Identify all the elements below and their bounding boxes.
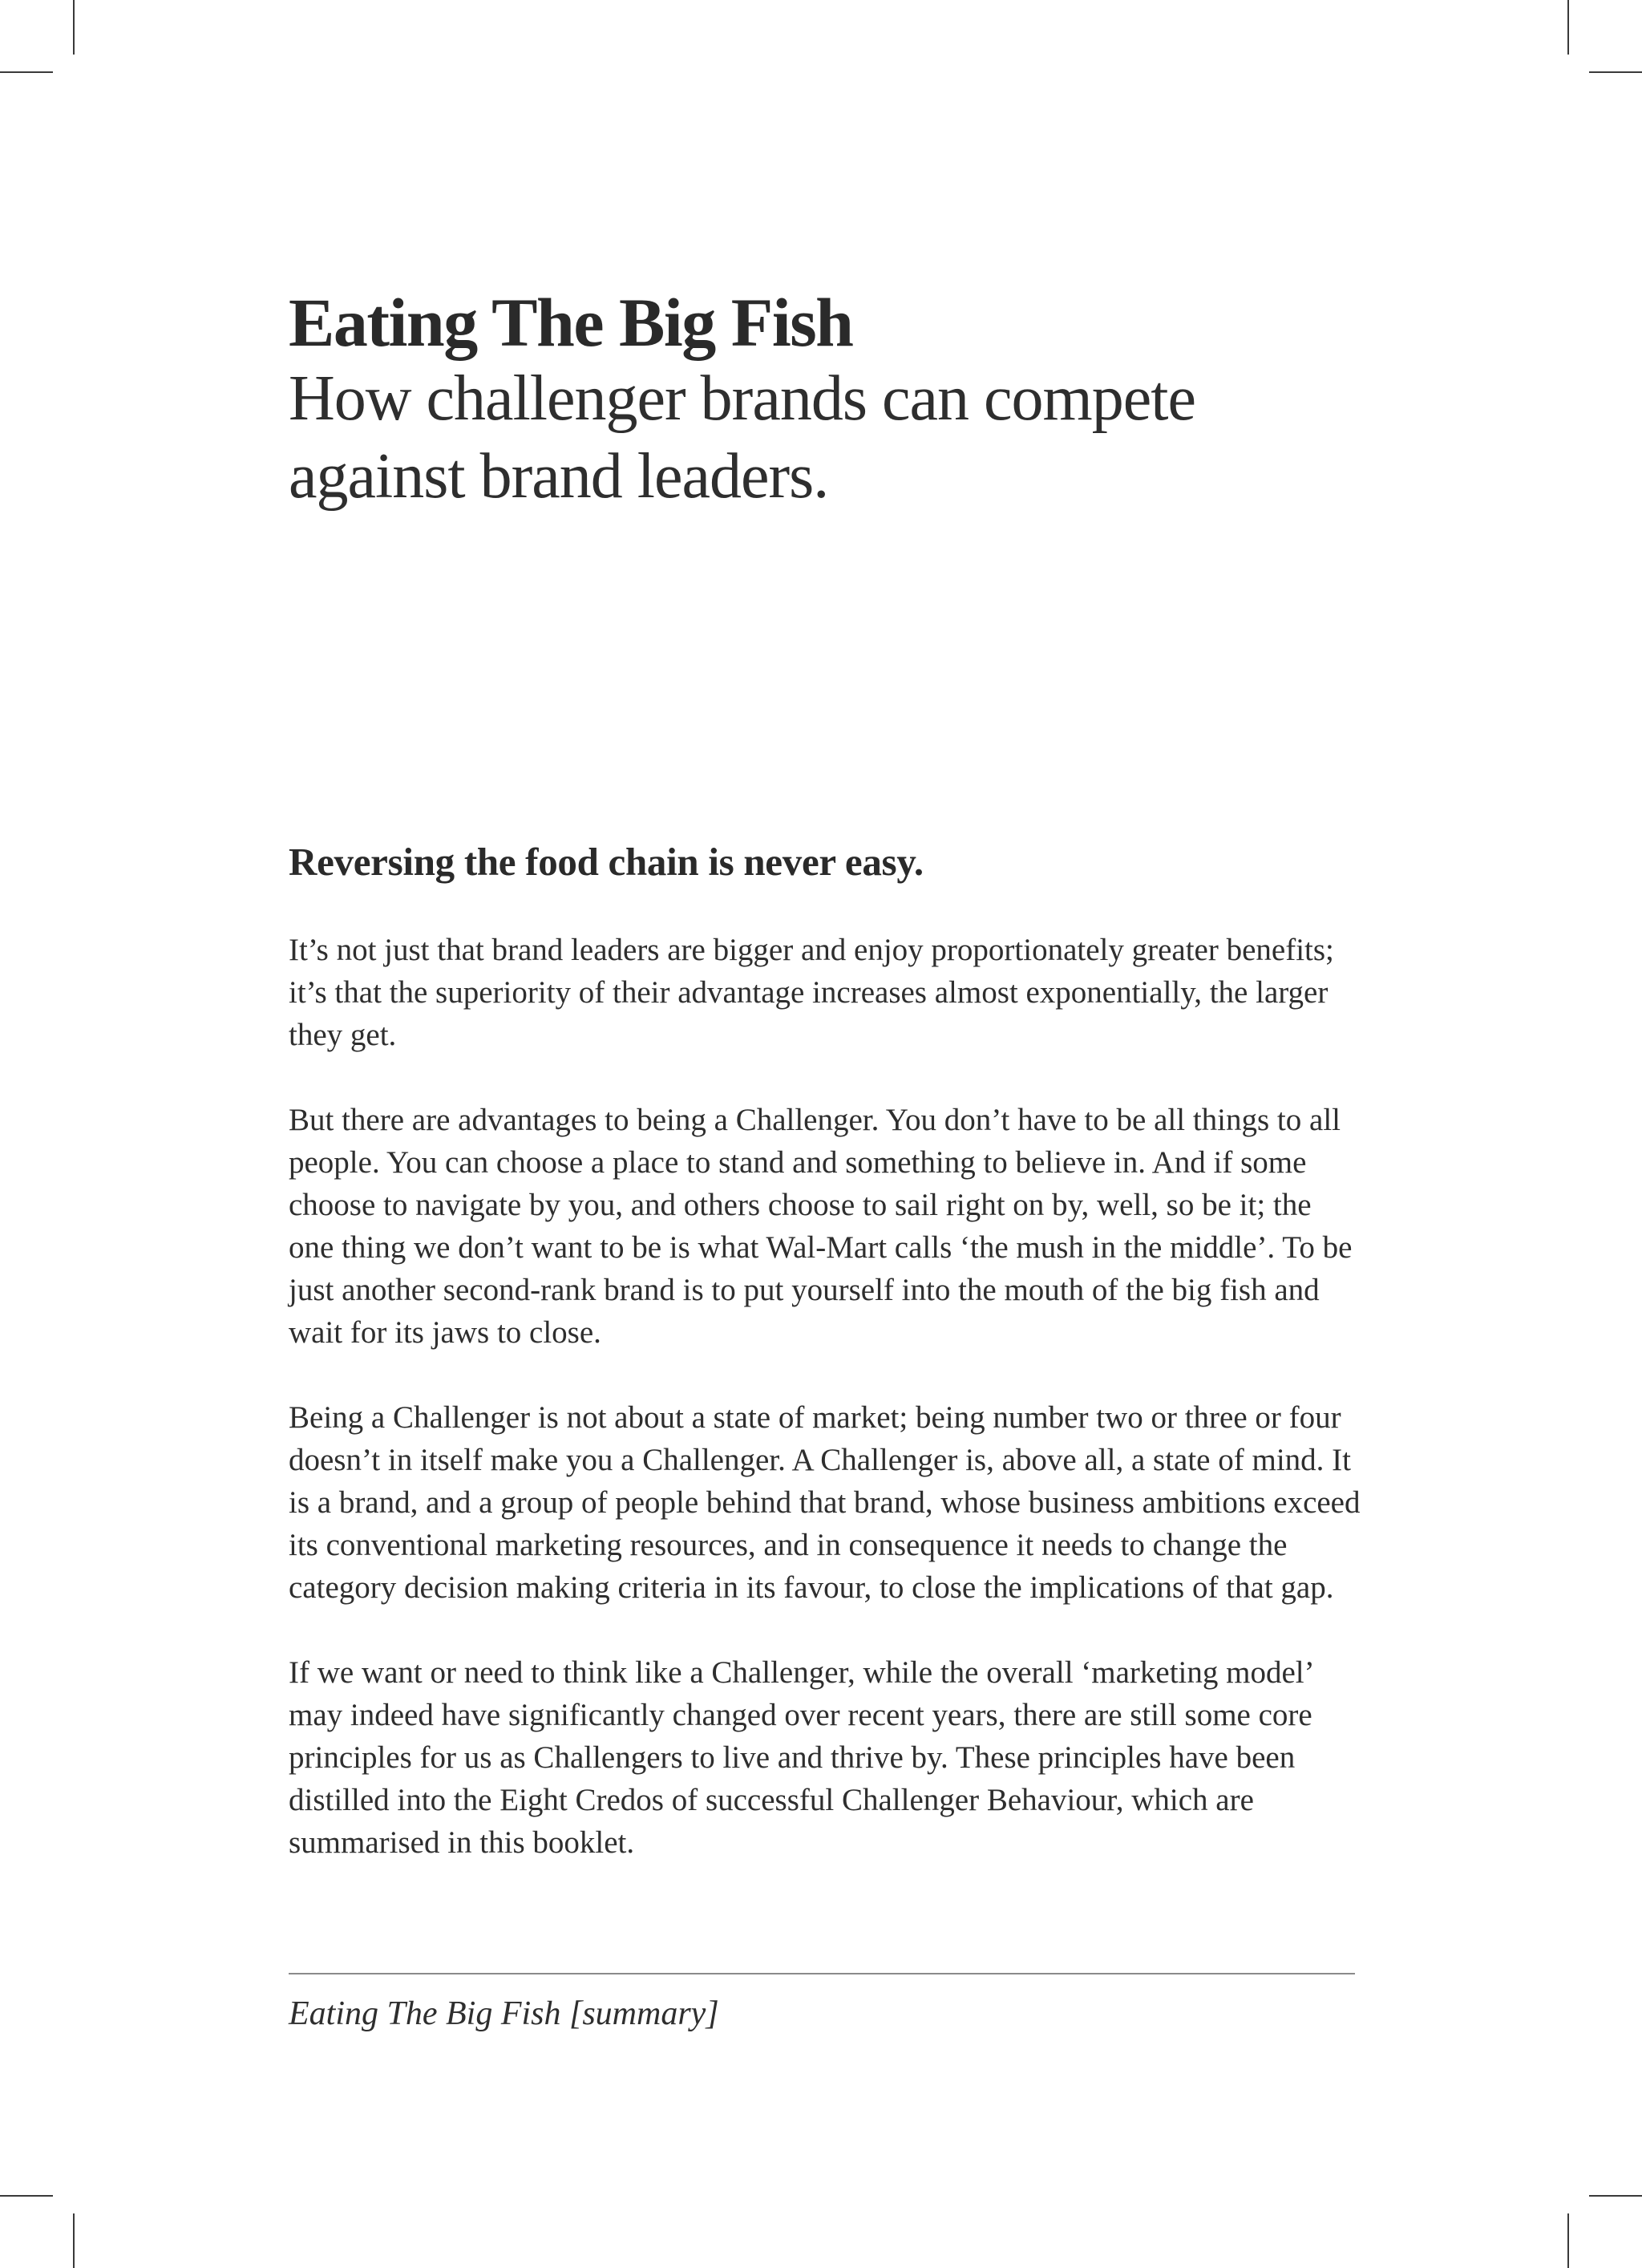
body-text [289, 929, 1363, 1906]
paragraph-2: But there are advantages to being a Challenger. You don’t have to be all things to all people. You can choose a place to stand and something to believe in. And if some choose to navigate by you, and others choose to sail right on by, well, so be it; the one thing we don’t want to be is what Wal-Mart calls ‘the mush in the middle’. To be just another second-rank brand is to put yourself into the mouth of the big fish and wait for its jaws to close. [289, 1103, 1353, 1350]
paragraph-4: If we want or need to think like a Challenger, while the overall ‘marketing model’ may indeed have significantly changed over recent years, there are still some core principles for us as Challengers to live and thrive by. These principles have been distilled into the Eight Credos of successful Challenger Behaviour, which are summarised in this booklet. [289, 1655, 1312, 1860]
crop-mark-top-left-horizontal [0, 71, 53, 73]
crop-mark-bottom-right-vertical [1567, 2213, 1569, 2268]
crop-mark-top-right-horizontal [1589, 71, 1642, 73]
paragraph-1: It’s not just that brand leaders are bigger and enjoy proportionately greater benefits; it’s that the superiority of their advantage increases almost exponentially, the larger they get. [289, 933, 1334, 1052]
footer-caption: Eating The Big Fish [summary] [289, 1995, 719, 2032]
section-heading: Reversing the food chain is never easy. [289, 840, 924, 884]
paragraph-3: Being a Challenger is not about a state of market; being number two or three or four doesn’t in itself make you a Challenger. A Challenger is, above all, a state of mind. It is a brand, and a group of people behind that brand, whose business ambitions exceed its conventional marketing resources, and in consequence it needs to change the category decision making criteria in its favour, to close the implications of that gap. [289, 1400, 1361, 1605]
page-content [289, 284, 1361, 2032]
page-title: Eating The Big Fish [289, 284, 853, 361]
page-subtitle: How challenger brands can compete against brand leaders. [289, 363, 1195, 512]
crop-mark-top-right-vertical [1567, 0, 1569, 55]
crop-mark-top-left-vertical [73, 0, 75, 55]
crop-mark-bottom-left-horizontal [0, 2195, 53, 2197]
crop-mark-bottom-right-horizontal [1589, 2195, 1642, 2197]
footer-divider [289, 1973, 1355, 1974]
crop-mark-bottom-left-vertical [73, 2213, 75, 2268]
